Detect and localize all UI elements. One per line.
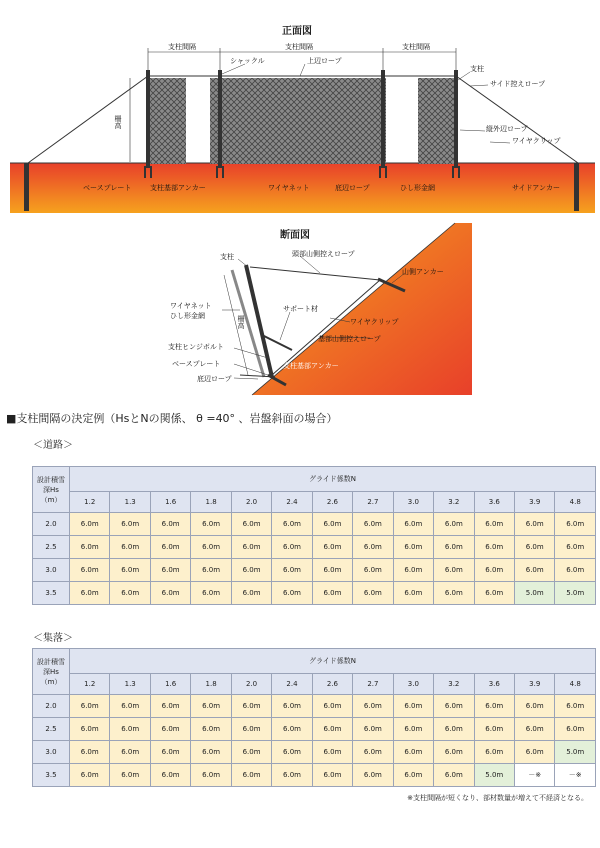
hinge-bolt-label: 支柱ヒンジボルト — [168, 343, 224, 351]
spacing-cell: 5.0m — [555, 741, 596, 764]
spacing-cell: 6.0m — [393, 536, 433, 559]
section-bottom-rope-label: 底辺ロープ — [197, 375, 232, 383]
spacing-cell: 6.0m — [70, 536, 110, 559]
spacing-cell: 6.0m — [393, 741, 433, 764]
section-wire-clip-label: ワイヤクリップ — [350, 318, 399, 326]
wire-net-center — [210, 78, 386, 164]
table-row — [33, 695, 596, 718]
spacing-cell: 6.0m — [150, 536, 190, 559]
hs-value-cell: 3.5 — [33, 764, 70, 787]
spacing-cell: 6.0m — [70, 513, 110, 536]
spacing-cell: 6.0m — [393, 513, 433, 536]
side-anchor-label: サイドアンカー — [512, 184, 561, 192]
spacing-cell: 6.0m — [434, 741, 474, 764]
spacing-cell: 6.0m — [555, 695, 596, 718]
spacing-cell: 6.0m — [353, 764, 393, 787]
spacing-cell: 6.0m — [514, 559, 554, 582]
spacing-cell: 6.0m — [70, 582, 110, 605]
section-view-title: 断面図 — [277, 226, 313, 241]
spacing-cell: 6.0m — [110, 559, 150, 582]
spacing-cell: 6.0m — [272, 741, 312, 764]
spacing-table-village — [32, 648, 596, 787]
bottom-rope-label: 底辺ロープ — [335, 184, 370, 192]
spacing-cell: 6.0m — [191, 513, 231, 536]
table-row — [33, 513, 596, 536]
spacing-cell: 6.0m — [434, 718, 474, 741]
spacing-cell: 6.0m — [353, 513, 393, 536]
spacing-cell: 6.0m — [70, 695, 110, 718]
spacing-cell: 6.0m — [393, 582, 433, 605]
table2-body — [33, 695, 596, 787]
spacing-cell: 6.0m — [474, 582, 514, 605]
spacing-cell: 6.0m — [474, 559, 514, 582]
spacing-cell: 6.0m — [191, 695, 231, 718]
wire-clip-label: ワイヤクリップ — [512, 137, 561, 145]
spacing-cell: 6.0m — [191, 582, 231, 605]
spacing-cell: 6.0m — [150, 582, 190, 605]
hs-value-cell: 3.0 — [33, 741, 70, 764]
spacing-cell: 6.0m — [474, 718, 514, 741]
hs-value-cell: 2.0 — [33, 695, 70, 718]
col-group-header: グライド係数N — [70, 467, 596, 492]
n-header-row: 1.2 1.3 1.6 1.8 2.0 2.4 2.6 2.7 3.0 3.2 3.6 3.9 4.8 — [33, 492, 596, 513]
table1-body — [33, 513, 596, 605]
spacing-cell: 6.0m — [231, 559, 271, 582]
hs-value-cell: 2.5 — [33, 718, 70, 741]
table-row — [33, 764, 596, 787]
spacing-cell: 6.0m — [434, 764, 474, 787]
spacing-cell: 6.0m — [70, 764, 110, 787]
spacing-cell: 6.0m — [110, 513, 150, 536]
spacing-cell: 6.0m — [70, 718, 110, 741]
top-rope-label: 上辺ロープ — [307, 57, 342, 65]
table-row — [33, 536, 596, 559]
spacing-cell: 6.0m — [191, 764, 231, 787]
spacing-cell: 6.0m — [191, 536, 231, 559]
spacing-cell: 6.0m — [272, 559, 312, 582]
wire-net-right — [418, 78, 454, 164]
spacing-cell: 6.0m — [191, 741, 231, 764]
spacing-cell: 6.0m — [353, 718, 393, 741]
wire-net-left — [150, 78, 186, 164]
spacing-cell: 6.0m — [150, 764, 190, 787]
spacing-cell: 6.0m — [231, 513, 271, 536]
post-label: 支柱 — [470, 65, 484, 73]
mountain-anchor-label: 山側アンカー — [402, 268, 444, 276]
spacing-cell: 6.0m — [393, 695, 433, 718]
spacing-cell: 6.0m — [272, 695, 312, 718]
spacing-cell: 6.0m — [312, 718, 352, 741]
spacing-cell: 6.0m — [514, 695, 554, 718]
table-row — [33, 559, 596, 582]
section-heading: ■支柱間隔の決定例（HsとNの関係、 θ =40° 、岩盤斜面の場合） — [6, 412, 338, 425]
spacing-cell: 6.0m — [272, 536, 312, 559]
spacing-cell: 6.0m — [353, 559, 393, 582]
spacing-cell: 6.0m — [474, 741, 514, 764]
spacing-cell: 6.0m — [150, 513, 190, 536]
section-post-base-anchor-label: 支柱基部アンカー — [283, 362, 339, 370]
hs-value-cell: 2.0 — [33, 513, 70, 536]
spacing-cell: 6.0m — [70, 559, 110, 582]
spacing-cell: 6.0m — [514, 513, 554, 536]
post-base-anchor-label: 支柱基部アンカー — [150, 184, 206, 192]
spacing-cell: 6.0m — [353, 536, 393, 559]
spacing-cell: 5.0m — [474, 764, 514, 787]
spacing-cell: 6.0m — [353, 582, 393, 605]
spacing-cell: 6.0m — [272, 764, 312, 787]
span-label-center: 支柱間隔 — [285, 43, 313, 51]
hs-value-cell: 3.5 — [33, 582, 70, 605]
spacing-cell: 6.0m — [434, 582, 474, 605]
height-label: 柵高 — [114, 115, 122, 129]
spacing-cell: 6.0m — [393, 559, 433, 582]
spacing-cell: 6.0m — [110, 695, 150, 718]
spacing-cell: 6.0m — [231, 764, 271, 787]
spacing-cell: －※ — [555, 764, 596, 787]
spacing-cell: 6.0m — [231, 536, 271, 559]
spacing-cell: 6.0m — [353, 695, 393, 718]
spacing-cell: 6.0m — [312, 536, 352, 559]
section-wire-net-label: ワイヤネット — [170, 302, 212, 310]
spacing-cell: 6.0m — [555, 718, 596, 741]
spacing-cell: 6.0m — [393, 764, 433, 787]
support-label: サポート材 — [283, 305, 318, 313]
spacing-cell: 6.0m — [150, 741, 190, 764]
spacing-cell: 6.0m — [312, 741, 352, 764]
spacing-cell: 6.0m — [555, 513, 596, 536]
spacing-cell: 6.0m — [555, 536, 596, 559]
spacing-cell: 6.0m — [434, 513, 474, 536]
spacing-cell: 6.0m — [272, 718, 312, 741]
spacing-cell: 6.0m — [231, 741, 271, 764]
span-label-left: 支柱間隔 — [168, 43, 196, 51]
col-group-header: グライド係数N — [70, 649, 596, 674]
spacing-cell: 6.0m — [312, 513, 352, 536]
section-post-label: 支柱 — [220, 253, 234, 261]
spacing-cell: 6.0m — [231, 718, 271, 741]
spacing-cell: 6.0m — [474, 695, 514, 718]
spacing-cell: 6.0m — [514, 718, 554, 741]
spacing-cell: 5.0m — [514, 582, 554, 605]
spacing-cell: 6.0m — [191, 559, 231, 582]
spacing-table-road — [32, 466, 596, 605]
hs-value-cell: 2.5 — [33, 536, 70, 559]
spacing-cell: 6.0m — [110, 764, 150, 787]
front-view-title: 正面図 — [279, 22, 315, 37]
spacing-cell: 6.0m — [150, 695, 190, 718]
hs-value-cell: 3.0 — [33, 559, 70, 582]
head-slope-rope-label: 頭部山側控えロープ — [292, 250, 355, 258]
spacing-cell: 6.0m — [231, 695, 271, 718]
diamond-mesh-label: ひし形金網 — [400, 184, 435, 192]
row-header-cell: 設計積雪 深Hs （m） — [33, 467, 70, 513]
spacing-cell: 6.0m — [393, 718, 433, 741]
n-header-row: 1.2 1.3 1.6 1.8 2.0 2.4 2.6 2.7 3.0 3.2 3.6 3.9 4.8 — [33, 674, 596, 695]
spacing-cell: 6.0m — [514, 741, 554, 764]
section-diamond-mesh-label: ひし形金網 — [170, 312, 205, 320]
spacing-cell: 6.0m — [555, 559, 596, 582]
span-label-right: 支柱間隔 — [402, 43, 430, 51]
section-height-label: 柵高 — [237, 315, 245, 329]
table-row — [33, 741, 596, 764]
spacing-cell: －※ — [514, 764, 554, 787]
spacing-cell: 6.0m — [150, 559, 190, 582]
row-header-cell: 設計積雪 深Hs （m） — [33, 649, 70, 695]
spacing-cell: 6.0m — [434, 536, 474, 559]
spacing-cell: 6.0m — [312, 764, 352, 787]
spacing-cell: 6.0m — [474, 513, 514, 536]
table2-caption: ＜集落＞ — [33, 633, 73, 644]
table1-caption: ＜道路＞ — [33, 440, 73, 451]
footnote: ※支柱間隔が短くなり、部材数量が増えて不経済となる。 — [407, 794, 588, 802]
spacing-cell: 6.0m — [191, 718, 231, 741]
spacing-cell: 6.0m — [434, 559, 474, 582]
spacing-cell: 6.0m — [272, 582, 312, 605]
spacing-cell: 5.0m — [555, 582, 596, 605]
spacing-cell: 6.0m — [312, 695, 352, 718]
spacing-cell: 6.0m — [312, 559, 352, 582]
shackle-label: シャックル — [230, 57, 265, 65]
spacing-cell: 6.0m — [474, 536, 514, 559]
front-view-diagram — [0, 0, 600, 215]
spacing-cell: 6.0m — [110, 536, 150, 559]
spacing-cell: 6.0m — [272, 513, 312, 536]
table-row — [33, 718, 596, 741]
spacing-cell: 6.0m — [110, 718, 150, 741]
spacing-cell: 6.0m — [70, 741, 110, 764]
spacing-cell: 6.0m — [110, 741, 150, 764]
spacing-cell: 6.0m — [150, 718, 190, 741]
spacing-cell: 6.0m — [231, 582, 271, 605]
base-slope-rope-label: 基部山側控えロープ — [318, 335, 381, 343]
spacing-cell: 6.0m — [353, 741, 393, 764]
base-plate-label: ベースプレート — [83, 184, 132, 192]
table-row — [33, 582, 596, 605]
spacing-cell: 6.0m — [434, 695, 474, 718]
vertical-edge-rope-label: 縦外辺ロープ — [486, 125, 528, 133]
spacing-cell: 6.0m — [312, 582, 352, 605]
wire-net-label: ワイヤネット — [268, 184, 310, 192]
spacing-cell: 6.0m — [514, 536, 554, 559]
section-base-plate-label: ベースプレート — [172, 360, 221, 368]
side-brace-rope-label: サイド控えロープ — [490, 80, 546, 88]
spacing-cell: 6.0m — [110, 582, 150, 605]
